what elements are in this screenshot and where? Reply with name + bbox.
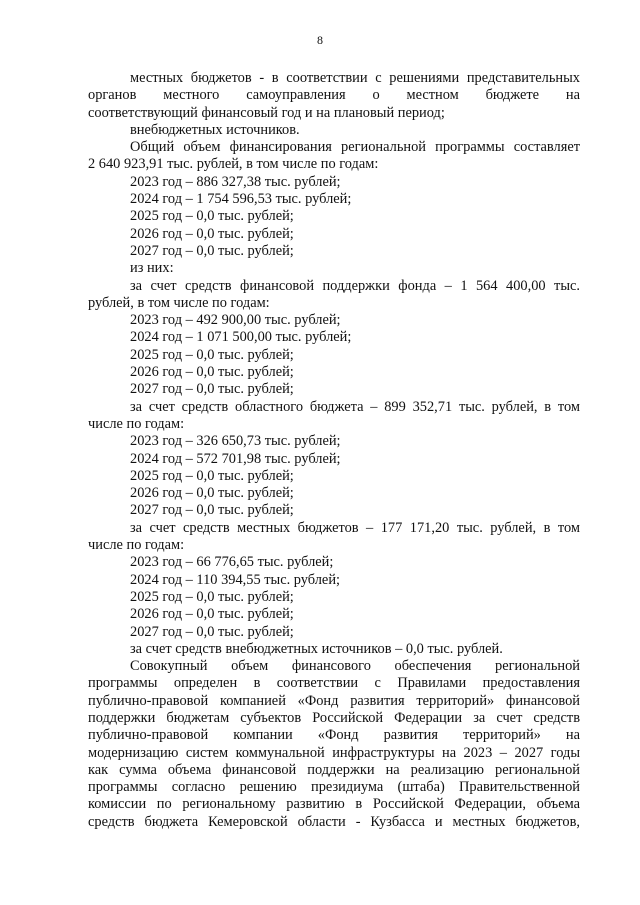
text-line: комиссии по региональному развитию в Российской Федерации, объема <box>88 796 580 813</box>
text-line: 2025 год – 0,0 тыс. рублей; <box>130 346 294 363</box>
text-line: поддержки бюджетам субъектов Российской Федерации за счет средств <box>88 709 580 726</box>
text-line: органов местного самоуправления о местном бюджете на <box>88 87 580 104</box>
text-line: 2025 год – 0,0 тыс. рублей; <box>130 588 294 605</box>
page-number: 8 <box>317 33 323 47</box>
text-line: программы согласно решению президиума (штаба) Правительственной <box>88 779 580 796</box>
text-line: публично-правовой компанией «Фонд развития территорий» финансовой <box>88 692 580 709</box>
text-line: местных бюджетов - в соответствии с решениями представительных <box>130 70 580 86</box>
text-line: 2027 год – 0,0 тыс. рублей; <box>130 502 294 519</box>
text-line: 2 640 923,91 тыс. рублей, в том числе по годам: <box>88 156 379 173</box>
text-line: за счет средств областного бюджета – 899 352,71 тыс. рублей, в том <box>130 398 580 415</box>
text-line: модернизацию систем коммунальной инфраструктуры на 2023 – 2027 годы <box>88 744 580 761</box>
text-line: соответствующий финансовый год и на плановый период; <box>88 104 445 121</box>
text-line: 2026 год – 0,0 тыс. рублей; <box>130 364 294 381</box>
text-line: 2026 год – 0,0 тыс. рублей; <box>130 225 294 242</box>
text-line: программы определен в соответствии с Правилами предоставления <box>88 675 580 692</box>
text-line: за счет средств внебюджетных источников – 0,0 тыс. рублей. <box>130 640 503 657</box>
text-line: рублей, в том числе по годам: <box>88 294 270 311</box>
text-line: за счет средств финансовой поддержки фонда – 1 564 400,00 тыс. <box>130 277 580 294</box>
text-line: 2023 год – 886 327,38 тыс. рублей; <box>130 173 341 190</box>
text-line: как сумма объема финансовой поддержки на реализацию региональной <box>88 761 580 778</box>
text-line: 2024 год – 572 701,98 тыс. рублей; <box>130 450 341 467</box>
text-line: 2024 год – 110 394,55 тыс. рублей; <box>130 571 341 588</box>
text-line: 2023 год – 492 900,00 тыс. рублей; <box>130 312 341 329</box>
text-line: Общий объем финансирования региональной программы составляет <box>130 139 580 156</box>
document-body <box>88 70 580 831</box>
text-line: 2025 год – 0,0 тыс. рублей; <box>130 208 294 225</box>
text-line: из них: <box>130 260 174 277</box>
text-line: числе по годам: <box>88 537 185 554</box>
text-line: 2024 год – 1 071 500,00 тыс. рублей; <box>130 329 352 346</box>
text-line: 2026 год – 0,0 тыс. рублей; <box>130 606 294 623</box>
text-line: 2025 год – 0,0 тыс. рублей; <box>130 467 294 484</box>
text-line: Совокупный объем финансового обеспечения региональной <box>130 658 580 675</box>
text-line: средств бюджета Кемеровской области - Кузбасса и местных бюджетов, <box>88 813 580 830</box>
text-line: за счет средств местных бюджетов – 177 171,20 тыс. рублей, в том <box>130 519 580 536</box>
text-line: 2024 год – 1 754 596,53 тыс. рублей; <box>130 191 352 208</box>
text-line: внебюджетных источников. <box>130 121 300 138</box>
text-line: 2026 год – 0,0 тыс. рублей; <box>130 485 294 502</box>
text-line: 2023 год – 326 650,73 тыс. рублей; <box>130 433 341 450</box>
text-line: публично-правовой компании «Фонд развития территорий» на <box>88 727 580 744</box>
text-line: 2027 год – 0,0 тыс. рублей; <box>130 381 294 398</box>
text-line: 2027 год – 0,0 тыс. рублей; <box>130 623 294 640</box>
text-line: числе по годам: <box>88 415 185 432</box>
text-line: 2023 год – 66 776,65 тыс. рублей; <box>130 554 334 571</box>
text-line: 2027 год – 0,0 тыс. рублей; <box>130 242 294 259</box>
